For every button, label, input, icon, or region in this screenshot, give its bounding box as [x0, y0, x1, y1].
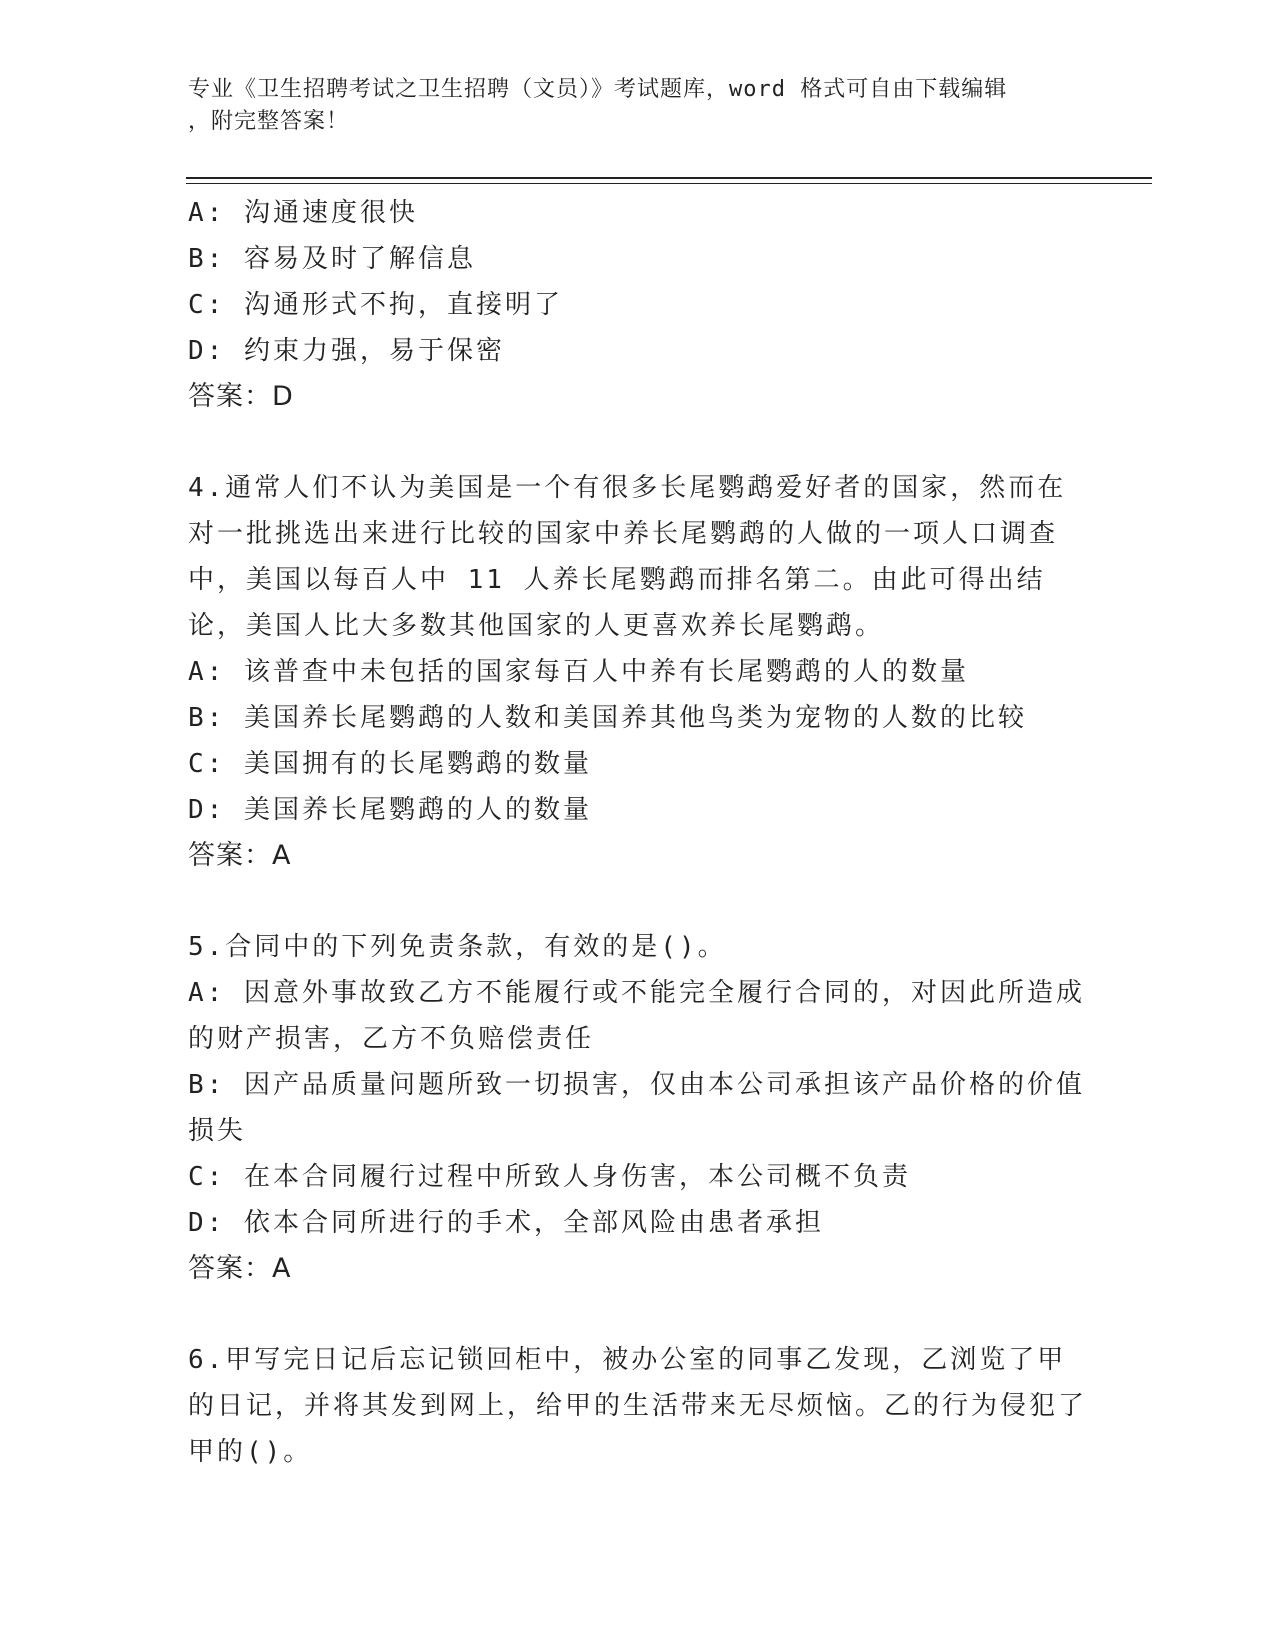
option-b: B: 美国养长尾鹦鹉的人数和美国养其他鸟类为宠物的人数的比较: [188, 703, 1027, 733]
document-header: [188, 74, 1068, 138]
option-c: C: 美国拥有的长尾鹦鹉的数量: [188, 749, 592, 779]
question-4-block: [188, 465, 1088, 879]
option-a: A: 沟通速度很快: [188, 198, 418, 228]
option-a: A: 因意外事故致乙方不能履行或不能完全履行合同的，对因此所造成的财产损害，乙方不负赔偿责任: [188, 978, 1085, 1054]
question-list: [188, 190, 1088, 1475]
option-d: D: 依本合同所进行的手术，全部风险由患者承担: [188, 1208, 824, 1238]
answer-line: 答案：A: [188, 1253, 292, 1284]
question-stem: 4.通常人们不认为美国是一个有很多长尾鹦鹉爱好者的国家，然而在对一批挑选出来进行比较的国家中养长尾鹦鹉的人做的一项人口调查中，美国以每百人中 11 人养长尾鹦鹉而排名第二。由此可得出结论，美国人比大多数其他国家的人更喜欢养长尾鹦鹉。: [188, 473, 1067, 641]
answer-line: 答案：D: [188, 381, 294, 412]
option-d: D: 约束力强，易于保密: [188, 336, 505, 366]
option-b: B: 容易及时了解信息: [188, 244, 476, 274]
question-stem: 5.合同中的下列免责条款，有效的是()。: [188, 932, 727, 962]
question-3-block: [188, 190, 1088, 420]
option-a: A: 该普查中未包括的国家每百人中养有长尾鹦鹉的人的数量: [188, 657, 969, 687]
question-stem: 6.甲写完日记后忘记锁回柜中，被办公室的同事乙发现，乙浏览了甲的日记，并将其发到网上，给甲的生活带来无尽烦恼。乙的行为侵犯了甲的()。: [188, 1345, 1088, 1467]
header-line-1: 专业《卫生招聘考试之卫生招聘（文员）》考试题库，word 格式可自由下载编辑: [188, 77, 1008, 102]
header-divider-thin: [186, 183, 1152, 184]
question-6-block: [188, 1337, 1088, 1475]
header-divider-thick: [186, 177, 1152, 179]
question-5-block: [188, 924, 1088, 1292]
option-c: C: 在本合同履行过程中所致人身伤害，本公司概不负责: [188, 1162, 911, 1192]
option-d: D: 美国养长尾鹦鹉的人的数量: [188, 795, 592, 825]
header-line-2: ，附完整答案！: [188, 109, 350, 134]
answer-line: 答案：A: [188, 840, 292, 871]
option-c: C: 沟通形式不拘，直接明了: [188, 290, 563, 320]
option-b: B: 因产品质量问题所致一切损害，仅由本公司承担该产品价格的价值损失: [188, 1070, 1085, 1146]
